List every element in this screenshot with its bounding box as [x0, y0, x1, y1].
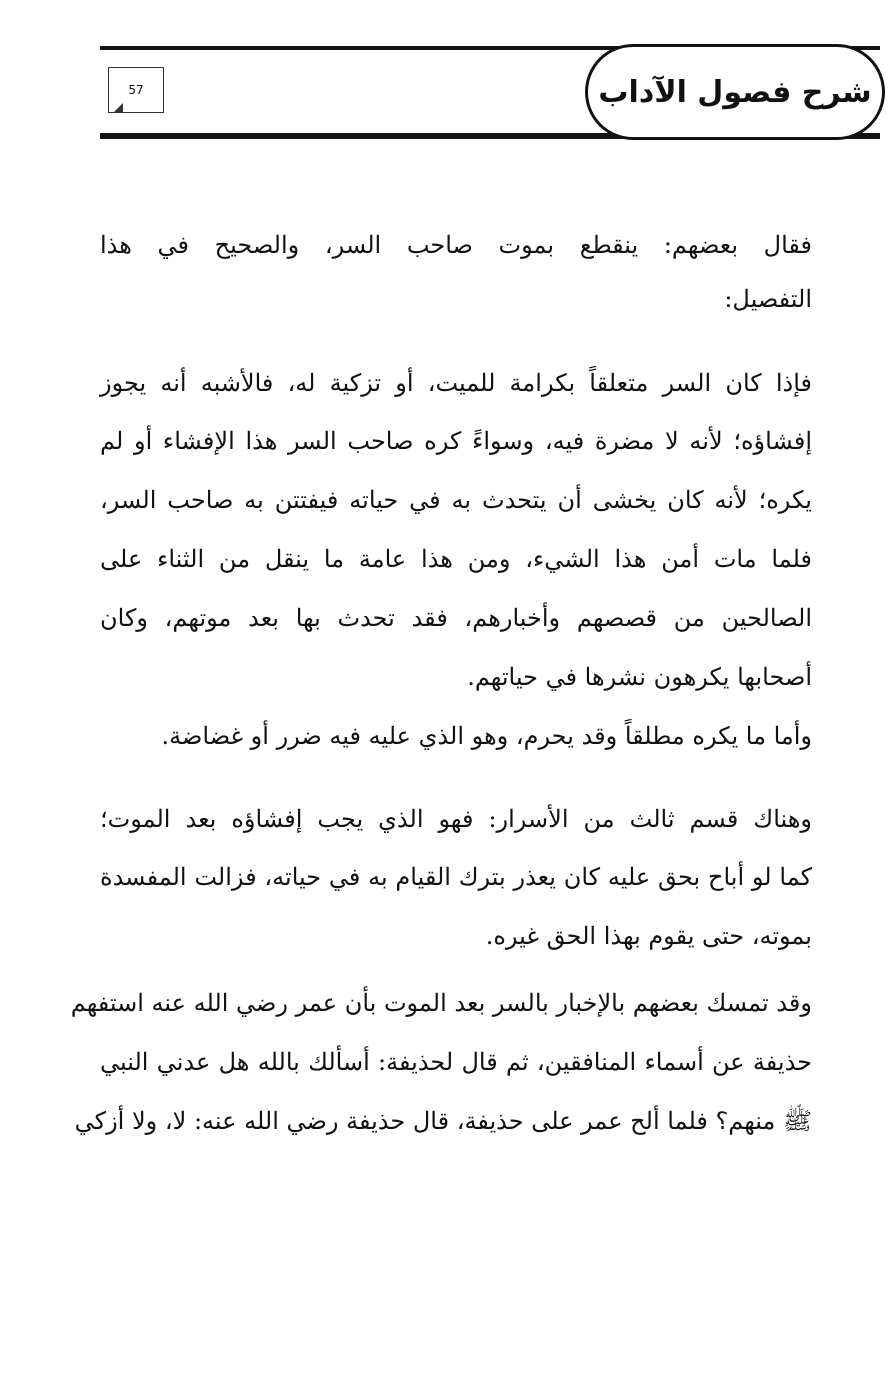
text-line: وقد تمسك بعضهم بالإخبار بالسر بعد الموت بأن عمر رضي الله عنه استفهم	[70, 989, 812, 1017]
text-line: حذيفة عن أسماء المنافقين، ثم قال لحذيفة: أسألك بالله هل عدني النبي	[100, 1048, 813, 1076]
book-title: شرح فصول الآداب	[598, 74, 872, 110]
text-line: فقال بعضهم: ينقطع بموت صاحب السر، والصحيح في هذا	[100, 231, 812, 259]
text-line: كما لو أباح بحق عليه كان يعذر بترك القيام به في حياته، فزالت المفسدة	[100, 863, 812, 891]
text-line: الصالحين من قصصهم وأخبارهم، فقد تحدث بها بعد موتهم، وكان	[100, 604, 812, 632]
text-line: فلما مات أمن هذا الشيء، ومن هذا عامة ما ينقل من الثناء على	[100, 545, 812, 573]
page-corner-fold-icon	[113, 103, 123, 113]
text-line: فإذا كان السر متعلقاً بكرامة للميت، أو تزكية له، فالأشبه أنه يجوز	[100, 369, 812, 397]
text-line: وهناك قسم ثالث من الأسرار: فهو الذي يجب إفشاؤه بعد الموت؛	[100, 805, 812, 833]
page-header	[0, 0, 891, 160]
page-number: 57	[128, 83, 144, 97]
page-number-box	[108, 67, 164, 113]
book-title-frame	[585, 44, 885, 140]
text-line: ﷺ منهم؟ فلما ألح عمر على حذيفة، قال حذيفة رضي الله عنه: لا، ولا أزكي	[74, 1107, 812, 1135]
text-line: التفصيل:	[724, 285, 812, 313]
text-line: وأما ما يكره مطلقاً وقد يحرم، وهو الذي عليه فيه ضرر أو غضاضة.	[161, 722, 812, 750]
text-line: بموته، حتى يقوم بهذا الحق غيره.	[485, 922, 812, 950]
text-line: يكره؛ لأنه كان يخشى أن يتحدث به في حياته فيفتتن به صاحب السر،	[100, 486, 812, 514]
text-line: إفشاؤه؛ لأنه لا مضرة فيه، وسواءً كره صاحب السر هذا الإفشاء أو لم	[100, 427, 812, 455]
text-line: أصحابها يكرهون نشرها في حياتهم.	[467, 663, 812, 691]
